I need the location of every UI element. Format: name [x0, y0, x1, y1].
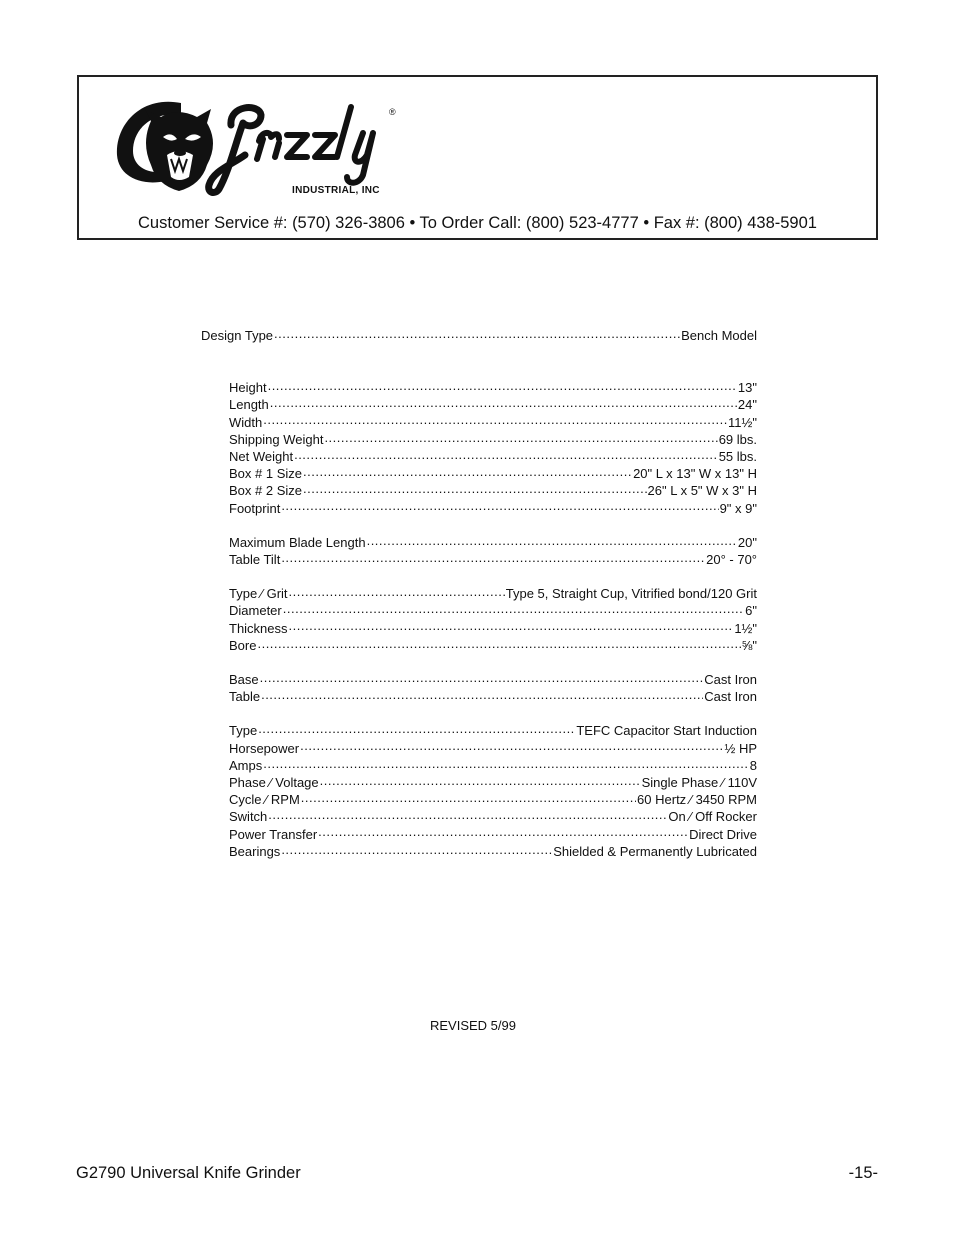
- spec-row: [229, 379, 757, 396]
- spec-value: Single Phase ⁄ 110V: [641, 775, 757, 791]
- spec-label: Height: [229, 380, 267, 396]
- dot-leader: [281, 551, 705, 564]
- spec-row: [229, 740, 757, 757]
- spec-label: Box # 2 Size: [229, 483, 302, 499]
- spec-label: Design Type: [201, 328, 274, 343]
- spec-value: 11½": [728, 414, 757, 430]
- spec-label: Bore: [229, 637, 257, 653]
- spec-value: 1½": [734, 620, 757, 636]
- dot-leader: [300, 740, 723, 753]
- spec-value: 26" L x 5" W x 3" H: [647, 483, 757, 499]
- page-number: -15-: [848, 1164, 878, 1182]
- dot-leader: [303, 465, 632, 478]
- spec-label: Diameter: [229, 603, 282, 619]
- spec-row: [229, 465, 757, 482]
- dot-leader: [261, 688, 703, 701]
- dot-leader: [283, 602, 744, 615]
- grizzly-logo: [111, 85, 396, 205]
- spec-value: Cast Iron: [704, 672, 757, 688]
- dot-leader: [263, 414, 727, 427]
- spec-value: Direct Drive: [689, 826, 757, 842]
- spec-value: 20° - 70°: [706, 552, 757, 568]
- dot-leader: [294, 448, 718, 461]
- dot-leader: [281, 843, 552, 856]
- spec-row: [229, 396, 757, 413]
- spec-label: Type ⁄ Grit: [229, 586, 288, 602]
- spec-row: [229, 722, 757, 739]
- spec-row: [229, 757, 757, 774]
- spec-value: 20" L x 13" W x 13" H: [633, 466, 757, 482]
- spec-value: ⅝": [741, 637, 757, 653]
- spec-value: Type 5, Straight Cup, Vitrified bond/120 Grit: [505, 586, 757, 602]
- spec-value: 13": [737, 380, 757, 396]
- spec-row: [229, 585, 757, 602]
- spec-row: [229, 448, 757, 465]
- dot-leader: [367, 534, 737, 547]
- dot-leader: [270, 396, 737, 409]
- spec-label: Net Weight: [229, 449, 294, 465]
- spec-value: Bench Model: [681, 328, 757, 343]
- dot-leader: [301, 791, 636, 804]
- dot-leader: [289, 620, 734, 633]
- spec-label: Type: [229, 723, 258, 739]
- registered-mark: ®: [389, 107, 396, 117]
- spec-value: 6": [745, 603, 757, 619]
- spec-row: [229, 637, 757, 654]
- dot-leader: [263, 757, 749, 770]
- spec-label: Base: [229, 672, 259, 688]
- spec-label: Bearings: [229, 843, 281, 859]
- spec-label: Footprint: [229, 500, 281, 516]
- contact-line: Customer Service #: (570) 326-3806 • To Order Call: (800) 523-4777 • Fax #: (800) 438-5901: [138, 214, 817, 232]
- spec-row: [229, 671, 757, 688]
- spec-value: TEFC Capacitor Start Induction: [576, 723, 757, 739]
- spec-label: Cycle ⁄ RPM: [229, 792, 300, 808]
- spec-row: [229, 843, 757, 860]
- dot-leader: [268, 379, 737, 392]
- spec-row: [229, 774, 757, 791]
- spec-row: [229, 482, 757, 499]
- spec-list: [201, 327, 757, 860]
- spec-value: 55 lbs.: [718, 449, 757, 465]
- spec-label: Box # 1 Size: [229, 466, 302, 482]
- spec-row-design-type: [201, 327, 757, 344]
- spec-label: Table Tilt: [229, 552, 281, 568]
- spec-row: [229, 500, 757, 517]
- revision-note: REVISED 5/99: [430, 1018, 516, 1033]
- footer-title: G2790 Universal Knife Grinder: [76, 1164, 301, 1182]
- spec-label: Horsepower: [229, 740, 300, 756]
- spec-value: 20": [737, 534, 757, 550]
- spec-label: Maximum Blade Length: [229, 534, 366, 550]
- dot-leader: [260, 671, 704, 684]
- spec-label: Switch: [229, 809, 268, 825]
- dot-leader: [320, 774, 641, 787]
- spec-row: [229, 551, 757, 568]
- spec-value: 9" x 9": [719, 500, 757, 516]
- dot-leader: [268, 808, 667, 821]
- spec-row: [229, 602, 757, 619]
- spec-row: [229, 414, 757, 431]
- spec-label: Amps: [229, 757, 263, 773]
- dot-leader: [318, 826, 688, 839]
- logo-subtitle: INDUSTRIAL, INC: [292, 185, 380, 196]
- spec-label: Length: [229, 397, 269, 413]
- spec-value: 8: [749, 757, 757, 773]
- spec-row: [229, 688, 757, 705]
- dot-leader: [303, 482, 647, 495]
- spec-label: Width: [229, 414, 263, 430]
- dot-leader: [274, 327, 680, 340]
- dot-leader: [324, 431, 717, 444]
- dot-leader: [289, 585, 505, 598]
- spec-label: Phase ⁄ Voltage: [229, 775, 319, 791]
- spec-row: [229, 826, 757, 843]
- spec-row: [229, 431, 757, 448]
- spec-row: [229, 534, 757, 551]
- spec-label: Thickness: [229, 620, 288, 636]
- spec-label: Power Transfer: [229, 826, 318, 842]
- spec-label: Table: [229, 689, 261, 705]
- spec-value: Shielded & Permanently Lubricated: [553, 843, 757, 859]
- dot-leader: [257, 637, 740, 650]
- spec-value: 24": [737, 397, 757, 413]
- spec-value: ½ HP: [724, 740, 757, 756]
- spec-label: Shipping Weight: [229, 431, 324, 447]
- dot-leader: [281, 500, 718, 513]
- spec-value: Cast Iron: [704, 689, 757, 705]
- dot-leader: [258, 722, 575, 735]
- spec-row: [229, 791, 757, 808]
- spec-group-dimensions: [201, 379, 757, 860]
- spec-value: 69 lbs.: [718, 431, 757, 447]
- spec-row: [229, 808, 757, 825]
- spec-value: On ⁄ Off Rocker: [668, 809, 757, 825]
- spec-value: 60 Hertz ⁄ 3450 RPM: [637, 792, 757, 808]
- header-box: [77, 75, 878, 240]
- spec-row: [229, 620, 757, 637]
